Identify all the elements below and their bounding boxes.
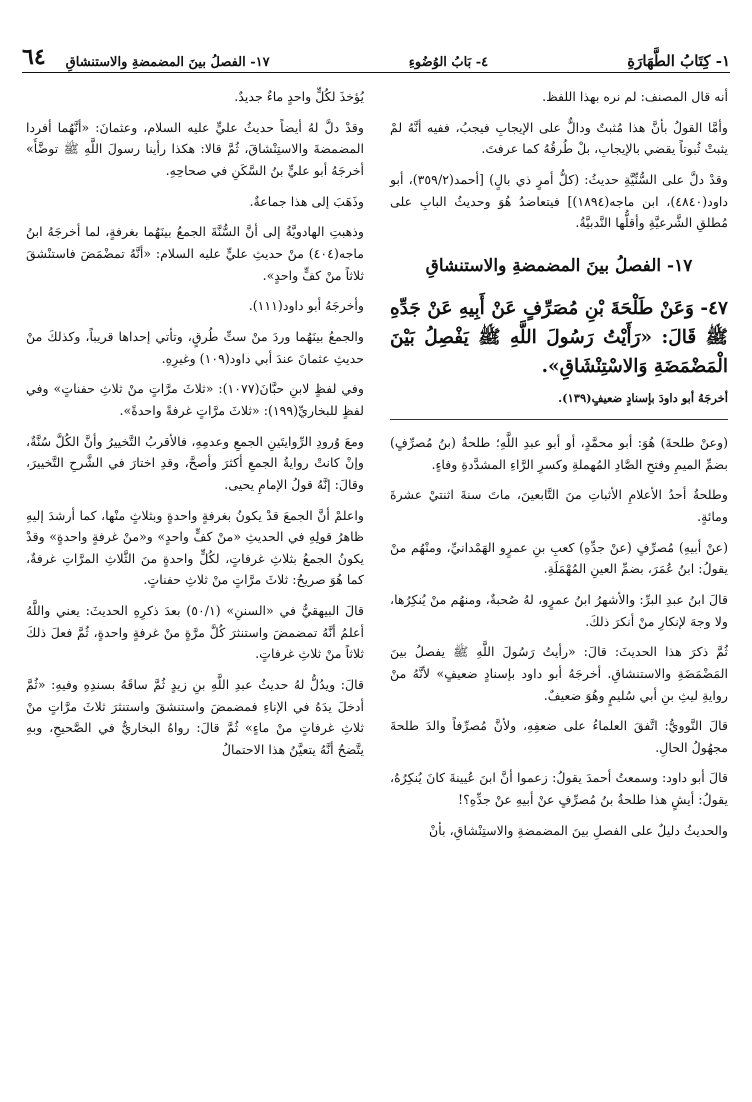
paragraph: وذهبتِ الهادويَّةُ إلى أنَّ السُّنَّةَ الجمعُ بينَهُما بغرفةٍ، لما أخرجَهُ ابنُ ماجه(٤٠٤) منْ حديثِ عليٍّ عليه السلام: «أنَّهُ تمضْمَضَ فاستنْشقَ ثلاثاً منْ كفٍّ واحدٍ». <box>26 224 364 283</box>
paragraph: وذَهَبَ إلى هذا جماعةٌ. <box>249 193 364 209</box>
header-rule <box>22 72 730 73</box>
paragraph: قالَ النَّوويُّ: اتَّفقَ العلماءُ على ضعفِهِ، ولأنَّ مُصرِّفاً والدَ طلحةَ مجهُولُ الحالِ. <box>390 718 728 755</box>
left-column <box>26 86 364 1086</box>
chapter-title-header: ٤- بَابُ الوُضُوءِ <box>408 55 489 70</box>
paragraph: قالَ البيهقيُّ في «السننِ» (٥٠/١) بعدَ ذكرِهِ الحديثَ: يعني واللَّهُ أعلمُ أنَّهُ تمضمضَ واستنثرَ كُلَّ مرَّةٍ منْ غرفةٍ واحدةٍ، ثُمَّ فعلَ ذلكَ ثلاثاً منْ ثلاثِ غرفاتٍ. <box>26 603 364 662</box>
paragraph: قالَ ابنُ عبدِ البرِّ: والأشهرُ ابنُ عمرٍو، لهُ صُحبةٌ، ومنهُم منْ يُنكِرُها، ولا وجهَ لإنكارِ منْ أنكرَ ذلكَ. <box>390 591 728 629</box>
paragraph: (عنْ أبيهِ) مُصرِّفٍ (عنْ جدِّهِ) كعبِ بنِ عمرٍو الهَمْدانيِّ، ومنْهُم منْ يقولُ: ابنُ عُمَرَ، بضمِّ العينِ المُهْمَلَةِ. <box>390 539 728 577</box>
hadith-text: ٤٧- وَعَنْ طَلْحَةَ بْنِ مُصَرِّفٍ عَنْ أَبِيهِ عَنْ جَدِّهِ ﷺ قَالَ: «رَأَيْتُ رَسُولَ اللَّهِ ﷺ يَفْصِلُ بَيْنَ الْمَضْمَضَةِ وَالاسْتِنْشَاقِ». <box>390 298 728 377</box>
section-title-header: ١٧- الفصلُ بينَ المضمضةِ والاستنشاقِ <box>65 55 270 70</box>
paragraph: واعلمْ أنَّ الجمعَ قدْ يكونُ بغرفةٍ واحدةٍ وبثلاثٍ منْها، كما أرشدَ إليهِ ظاهرُ قولِهِ في الحديثِ «منْ كفٍّ واحدٍ» و«منْ غرفةٍ واحدةٍ» وقدْ يكونُ الجمعُ بثلاثِ غرفاتٍ، لكُلٍّ واحدةٍ منَ الثَّلاثِ المرَّاتِ غرفةٌ، كما هُوَ صريحُ: ثلاثَ مرَّاتٍ منْ ثلاثِ حفناتٍ. <box>26 507 364 588</box>
section-heading: ١٧- الفصلُ بينَ المضمضةِ والاستنشاقِ <box>425 255 693 276</box>
book-title: ١- كِتَابُ الطَّهَارَةِ <box>627 52 730 70</box>
paragraph: وأخرجَهُ أبو داود(١١١). <box>248 298 364 314</box>
paragraph: أنه قال المصنف: لم نره بهذا اللفظ. <box>542 89 728 104</box>
paragraph: وقدْ دلَّ على السُّنِّيَّةِ حديثُ: (كلُّ أمرٍ ذي بالٍ) [أحمد(٣٥٩/٢)، أبو داود(٤٨٤٠)، ابن ماجه(١٨٩٤)] فيتعاضدُ هُوَ وحديثُ البابِ على مُطلقِ الشَّرعيَّةِ وأقلُّها النَّدبيَّةُ. <box>390 171 729 231</box>
paragraph: والجمعُ بينَهُما وردَ منْ ستِّ طُرقٍ، وتأتي إحداها قريباً، وكذلكَ منْ حديثِ عثمانَ عندَ أبي داود(١٠٩) وغيرِهِ. <box>26 328 364 366</box>
paragraph: ثُمَّ ذكرَ هذا الحديثَ: قالَ: «رأيتُ رَسُولَ اللَّهِ ﷺ يفصلُ بينَ المَضْمَضَةِ والاستنشاقِ. أخرجَهُ أبو داود بإسنادٍ ضعيفٍ» لأنَّهُ منْ روايةِ ليثِ بنِ أبي سُليمٍ وهُوَ ضعيفٌ. <box>390 644 728 703</box>
paragraph: وفي لفظٍ لابنِ حبَّانَ(١٠٧٧): «ثلاثَ مرَّاتٍ منْ ثلاثِ حفناتٍ» وفي لفظٍ للبخاريِّ(١٩٩): «ثلاثَ مرَّاتٍ غرفةً واحدةً». <box>26 381 364 418</box>
right-column <box>390 86 728 1086</box>
paragraph: وقدْ دلَّ لهُ أيضاً حديثُ عليٍّ عليه السلام، وعثمانَ: «أنَّهُما أفردا المضمضةَ والاستِنْشاقَ، ثُمَّ قالا: هكذا رأينا رسولَ اللَّهِ ﷺ توضَّأَ» أخرجَهُ أبو عليٍّ بنُ السَّكَنِ في صحاحِهِ. <box>26 119 364 178</box>
paragraph: (وعنْ طلحةَ) هُوَ: أبو محمَّدٍ، أو أبو عبدِ اللَّهِ؛ طلحةُ (بنُ مُصرِّفٍ) بضمِّ الميمِ وفتحِ الصَّادِ المُهملةِ وكسرِ الرَّاءِ المشدَّدةِ وفاءٍ. <box>390 434 728 472</box>
hadith-source: أخرجَهُ أبو داودَ بإسنادٍ ضعيفٍ(١٣٩). <box>558 391 728 406</box>
paragraph: قالَ أبو داود: وسمعتُ أحمدَ يقولُ: زعموا أنَّ ابنَ عُيينةَ كانَ يُنكِرُهُ، يقولُ: أيشٍ هذا طلحةُ بنُ مُصرِّفٍ عنْ أبيهِ عنْ جدِّهِ؟! <box>390 770 728 808</box>
paragraph: يُؤخذَ لكُلٍّ واحدٍ ماءٌ جديدٌ. <box>234 89 364 104</box>
paragraph: وأمَّا القولُ بأنَّ هذا مُثبتٌ ودالٌّ على الإيجابِ فيجبُ، ففيه أنَّهُ لمْ يثبتْ ثُبوتاً يقضي بالإيجابِ، بلْ طُرقُهُ كما عرفتَ. <box>390 119 728 157</box>
paragraph: قالَ: ويدُلُّ لهُ حديثُ عبدِ اللَّهِ بنِ زيدٍ ثُمَّ ساقَهُ بسندِهِ وفيهِ: «ثُمَّ أدخلَ يدَهُ في الإناءِ فمضمضَ واستنشقَ واستنثرَ ثلاثَ مرَّاتٍ منْ ثلاثِ غرفاتٍ منْ ماءٍ» ثُمَّ قالَ: رواهُ البخاريُّ في الصَّحيحِ، وبهِ يتَّضحُ أنَّهُ يتعيَّنُ هذا الاحتمالُ <box>26 677 364 758</box>
running-header <box>22 40 730 70</box>
page-number: ٦٤ <box>22 44 46 70</box>
divider <box>390 419 728 420</box>
paragraph: والحديثُ دليلٌ على الفصلِ بينَ المضمضةِ والاستِنْشاقِ، بأنْ <box>429 822 728 838</box>
header-left-group <box>22 44 270 70</box>
paragraph: ومعَ وُرودِ الرِّوايتَينِ الجمعِ وعدمِهِ، فالأقربُ التَّخييرُ وأنَّ الكُلَّ سُنَّةٌ، وإنْ كانتْ روايةُ الجمعِ أكثرَ وأصحَّ، وقدِ اختارَ في الشَّرحِ التَّخييرَ، وقالَ: إنَّهُ قولُ الإمامِ يحيى. <box>26 433 364 492</box>
paragraph: وطلحةُ أحدُ الأعلامِ الأثباتِ منَ التَّابعينَ، ماتَ سنةَ اثنتيْ عشرةَ ومائةٍ. <box>390 487 728 524</box>
